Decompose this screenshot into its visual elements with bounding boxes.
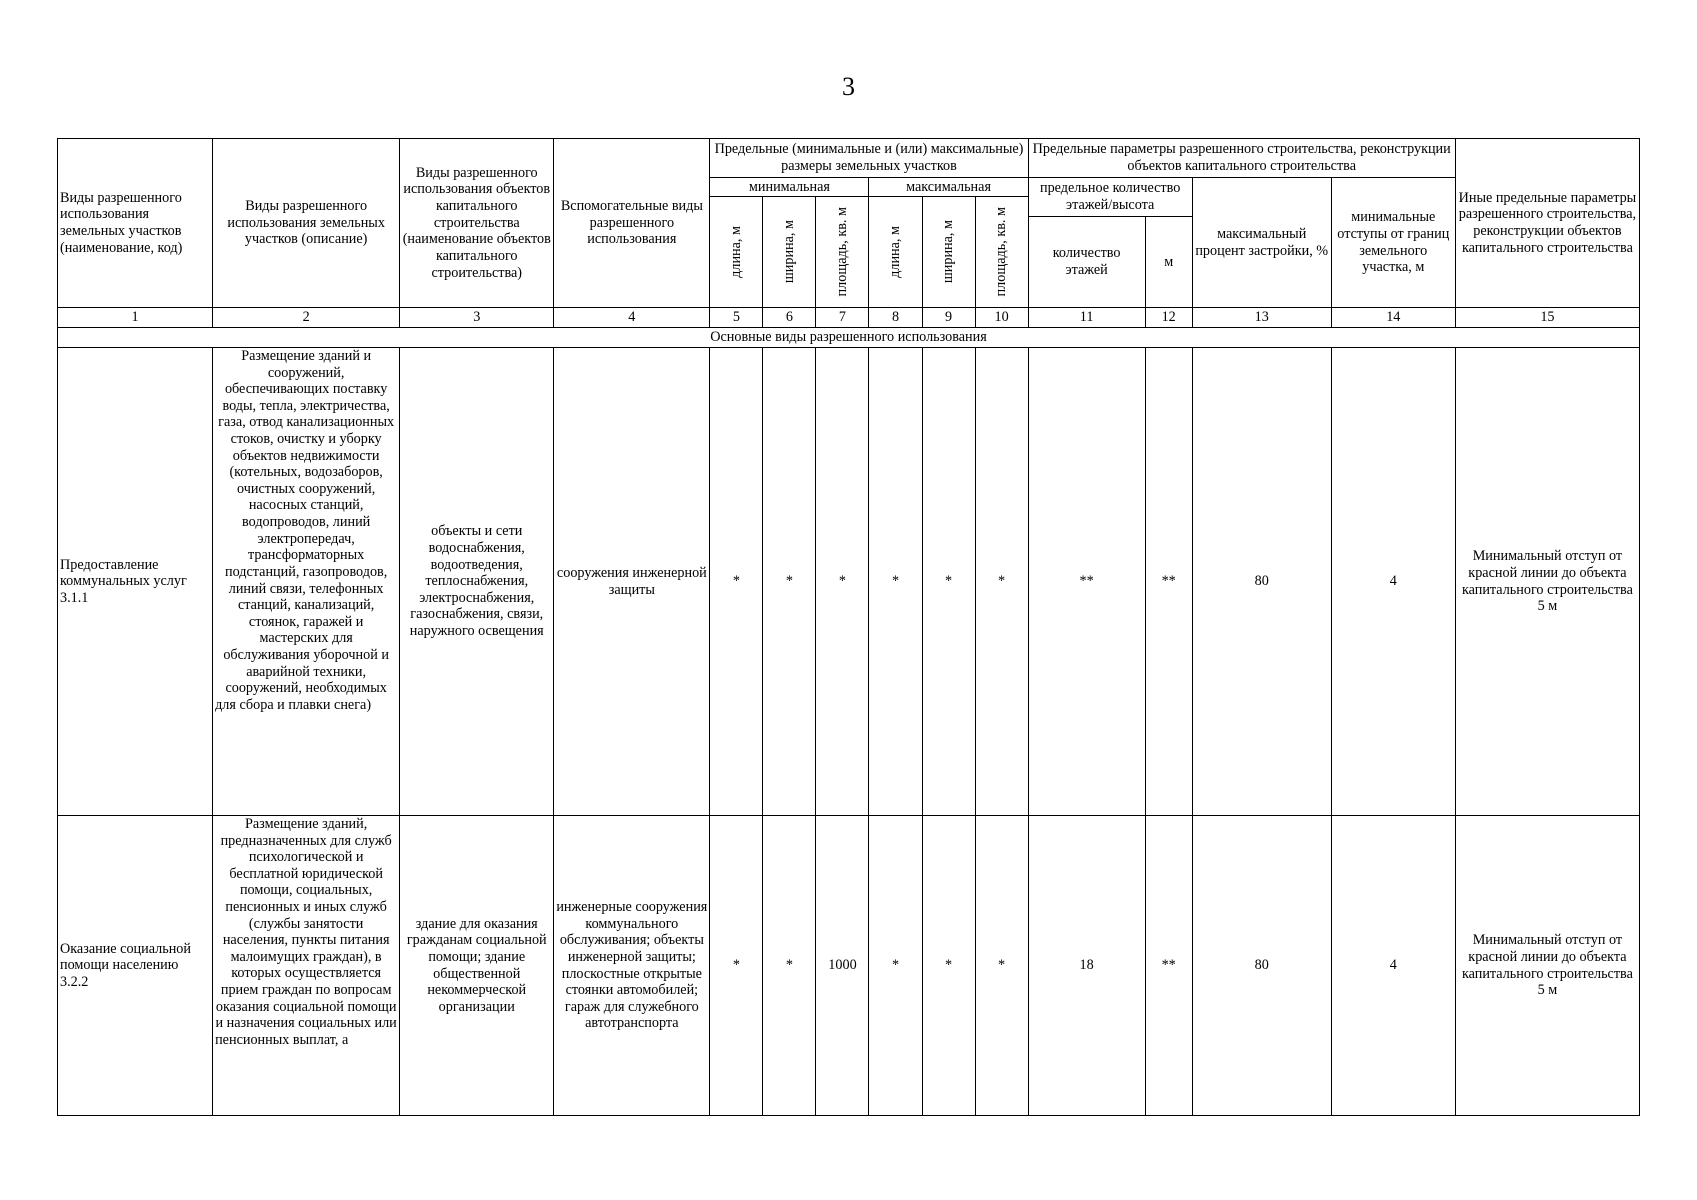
min-width: * <box>763 348 816 816</box>
column-number: 2 <box>213 308 400 328</box>
max-length: * <box>869 816 922 1116</box>
land-use-name: Предоставление коммунальных услуг 3.1.1 <box>58 348 213 816</box>
header-other-parameters: Иные предельные параметры разрешенного строительства, реконструкции объектов капитального строительства <box>1455 139 1639 308</box>
max-area: * <box>975 348 1028 816</box>
zoning-table <box>57 138 1640 1116</box>
column-number: 12 <box>1145 308 1192 328</box>
column-number: 5 <box>710 308 763 328</box>
column-number: 15 <box>1455 308 1639 328</box>
height-meters: ** <box>1145 816 1192 1116</box>
header-minimum: минимальная <box>710 178 869 197</box>
auxiliary-uses: инженерные сооружения коммунального обслуживания; объекты инженерной защиты; плоскостные открытые стоянки автомобилей; гараж для служебного автотранспорта <box>554 816 710 1116</box>
column-number: 8 <box>869 308 922 328</box>
table-row <box>58 348 1640 816</box>
min-area: * <box>816 348 869 816</box>
header-construction-objects: Виды разрешенного использования объектов капитального строительства (наименование объектов капитального строительства) <box>400 139 554 308</box>
header-land-use-name: Виды разрешенного использования земельных участков (наименование, код) <box>58 139 213 308</box>
column-number: 3 <box>400 308 554 328</box>
min-area: 1000 <box>816 816 869 1116</box>
header-land-use-description: Виды разрешенного использования земельных участков (описание) <box>213 139 400 308</box>
max-building-percent: 80 <box>1192 348 1331 816</box>
column-number: 13 <box>1192 308 1331 328</box>
header-max-building-percent: максимальный процент застройки, % <box>1192 178 1331 308</box>
header-min-width: ширина, м <box>763 197 816 308</box>
max-length: * <box>869 348 922 816</box>
page-number: 3 <box>842 72 855 101</box>
other-parameters: Минимальный отступ от красной линии до объекта капитального строительства 5 м <box>1455 816 1639 1116</box>
max-building-percent: 80 <box>1192 816 1331 1116</box>
column-number: 4 <box>554 308 710 328</box>
construction-objects: объекты и сети водоснабжения, водоотведения, теплоснабжения, электроснабжения, газоснабжения, связи, наружного освещения <box>400 348 554 816</box>
header-min-offsets: минимальные отступы от границ земельного участка, м <box>1331 178 1455 308</box>
min-offset: 4 <box>1331 348 1455 816</box>
header-floors-count: количество этажей <box>1028 217 1145 308</box>
header-min-length: длина, м <box>710 197 763 308</box>
header-auxiliary-uses: Вспомогательные виды разрешенного использования <box>554 139 710 308</box>
header-plot-size-limits: Предельные (минимальные и (или) максимальные) размеры земельных участков <box>710 139 1028 178</box>
max-area: * <box>975 816 1028 1116</box>
min-length: * <box>710 348 763 816</box>
land-use-name: Оказание социальной помощи населению 3.2.2 <box>58 816 213 1116</box>
column-number-row <box>58 308 1640 328</box>
floors-count: ** <box>1028 348 1145 816</box>
floors-count: 18 <box>1028 816 1145 1116</box>
header-max-area: площадь, кв. м <box>975 197 1028 308</box>
column-number: 11 <box>1028 308 1145 328</box>
column-number: 14 <box>1331 308 1455 328</box>
max-width: * <box>922 348 975 816</box>
header-construction-parameters: Предельные параметры разрешенного строительства, реконструкции объектов капитального строительства <box>1028 139 1455 178</box>
table-row <box>58 816 1640 1116</box>
column-number: 1 <box>58 308 213 328</box>
column-number: 7 <box>816 308 869 328</box>
min-offset: 4 <box>1331 816 1455 1116</box>
header-floors-height: предельное количество этажей/высота <box>1028 178 1192 217</box>
other-parameters: Минимальный отступ от красной линии до объекта капитального строительства 5 м <box>1455 348 1639 816</box>
construction-objects: здание для оказания гражданам социальной помощи; здание общественной некоммерческой организации <box>400 816 554 1116</box>
min-width: * <box>763 816 816 1116</box>
min-length: * <box>710 816 763 1116</box>
header-maximum: максимальная <box>869 178 1028 197</box>
section-title: Основные виды разрешенного использования <box>58 328 1640 348</box>
column-number: 10 <box>975 308 1028 328</box>
land-use-description: Размещение зданий и сооружений, обеспечивающих поставку воды, тепла, электричества, газа, отвод канализационных стоков, очистку и уборку объектов недвижимости (котельных, водозаборов, очистных сооружений, насосных станций, водопроводов, линий электропередач, трансформаторных подстанций, газопроводов, линий связи, телефонных станций, канализаций, стоянок, гаражей и мастерских для обслуживания уборочной и аварийной техники, сооружений, необходимых для сбора и плавки снега) <box>213 348 400 816</box>
land-use-description: Размещение зданий, предназначенных для служб психологической и бесплатной юридической помощи, социальных, пенсионных и иных служб (службы занятости населения, пункты питания малоимущих граждан), в которых осуществляется прием граждан по вопросам оказания социальной помощи и назначения социальных или пенсионных выплат, а <box>213 816 400 1116</box>
height-meters: ** <box>1145 348 1192 816</box>
column-number: 9 <box>922 308 975 328</box>
header-max-width: ширина, м <box>922 197 975 308</box>
column-number: 6 <box>763 308 816 328</box>
header-max-length: длина, м <box>869 197 922 308</box>
header-min-area: площадь, кв. м <box>816 197 869 308</box>
auxiliary-uses: сооружения инженерной защиты <box>554 348 710 816</box>
header-height-meters: м <box>1145 217 1192 308</box>
max-width: * <box>922 816 975 1116</box>
